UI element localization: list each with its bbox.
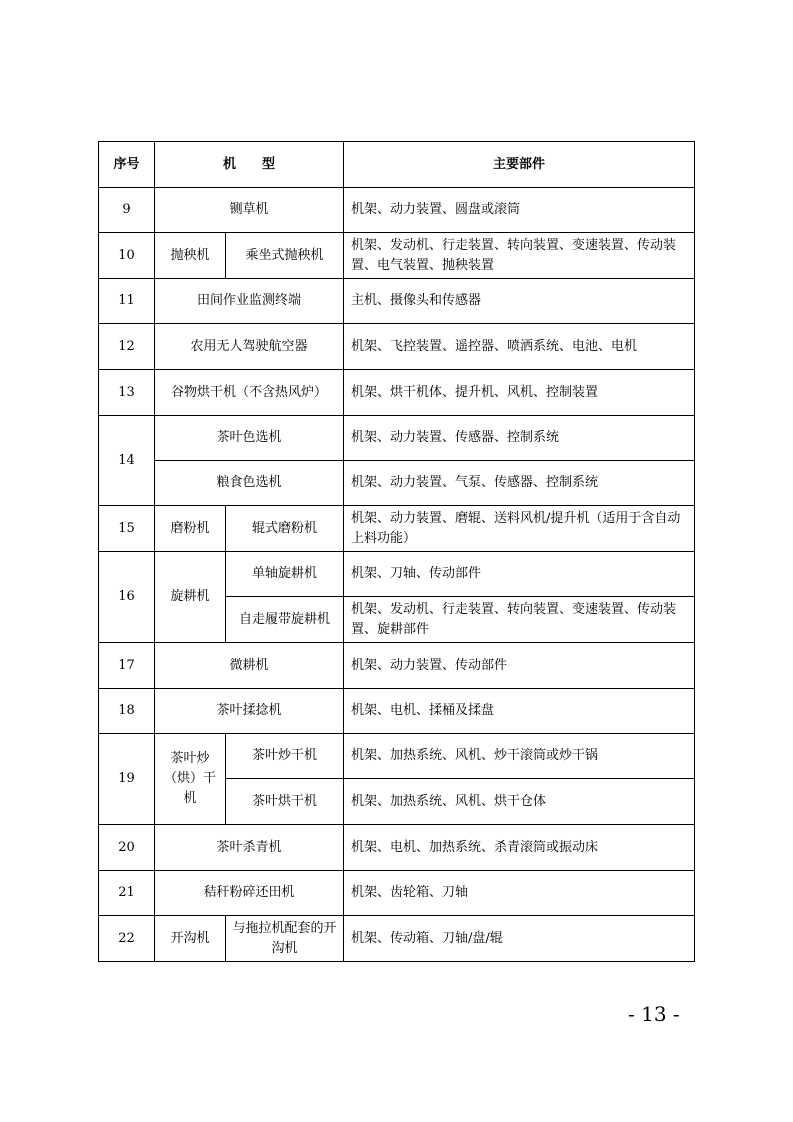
row-no: 16	[99, 552, 155, 643]
table-row	[99, 279, 695, 324]
row-type: 茶叶揉捻机	[155, 689, 344, 734]
row-type: 秸秆粉碎还田机	[155, 871, 344, 916]
row-parts: 机架、飞控装置、遥控器、喷洒系统、电池、电机	[344, 324, 695, 370]
row-category: 茶叶炒（烘）干机	[155, 734, 226, 825]
row-parts: 机架、传动箱、刀轴/盘/辊	[344, 916, 695, 962]
header-parts: 主要部件	[344, 142, 695, 188]
row-no: 20	[99, 825, 155, 871]
table-row	[99, 461, 695, 506]
row-type: 微耕机	[155, 643, 344, 689]
table-row	[99, 188, 695, 233]
row-parts: 机架、动力装置、传动部件	[344, 643, 695, 689]
row-category: 开沟机	[155, 916, 226, 962]
row-parts: 机架、齿轮箱、刀轴	[344, 871, 695, 916]
row-type: 单轴旋耕机	[226, 552, 344, 597]
row-category: 抛秧机	[155, 233, 226, 279]
row-no: 19	[99, 734, 155, 825]
row-no: 11	[99, 279, 155, 324]
row-no: 21	[99, 871, 155, 916]
row-no: 14	[99, 416, 155, 506]
table-row	[99, 871, 695, 916]
row-type: 茶叶炒干机	[226, 734, 344, 779]
row-parts: 机架、电机、揉桶及揉盘	[344, 689, 695, 734]
row-parts: 机架、动力装置、圆盘或滚筒	[344, 188, 695, 233]
row-type: 农用无人驾驶航空器	[155, 324, 344, 370]
row-type: 铡草机	[155, 188, 344, 233]
machine-parts-table	[98, 141, 695, 962]
row-parts: 主机、摄像头和传感器	[344, 279, 695, 324]
row-no: 15	[99, 506, 155, 552]
row-no: 10	[99, 233, 155, 279]
header-no: 序号	[99, 142, 155, 188]
row-type: 田间作业监测终端	[155, 279, 344, 324]
row-parts: 机架、动力装置、传感器、控制系统	[344, 416, 695, 461]
table-row	[99, 916, 695, 962]
table-row	[99, 416, 695, 461]
row-no: 18	[99, 689, 155, 734]
table-row	[99, 689, 695, 734]
row-parts: 机架、发动机、行走装置、转向装置、变速装置、传动装置、旋耕部件	[344, 597, 695, 643]
row-type: 自走履带旋耕机	[226, 597, 344, 643]
row-type: 谷物烘干机（不含热风炉）	[155, 370, 344, 416]
table-row	[99, 370, 695, 416]
row-type: 茶叶杀青机	[155, 825, 344, 871]
row-type: 茶叶色选机	[155, 416, 344, 461]
table-row	[99, 734, 695, 779]
table-row	[99, 506, 695, 552]
row-type: 乘坐式抛秧机	[226, 233, 344, 279]
row-parts: 机架、加热系统、风机、炒干滚筒或炒干锅	[344, 734, 695, 779]
table-row	[99, 552, 695, 597]
row-parts: 机架、烘干机体、提升机、风机、控制装置	[344, 370, 695, 416]
row-category: 旋耕机	[155, 552, 226, 643]
row-no: 12	[99, 324, 155, 370]
page-number: - 13 -	[628, 1002, 680, 1026]
table-row	[99, 233, 695, 279]
row-parts: 机架、动力装置、气泵、传感器、控制系统	[344, 461, 695, 506]
row-type: 与拖拉机配套的开沟机	[226, 916, 344, 962]
table-header-row	[99, 142, 695, 188]
table-row	[99, 324, 695, 370]
table-row	[99, 643, 695, 689]
row-parts: 机架、动力装置、磨辊、送料风机/提升机（适用于含自动上料功能）	[344, 506, 695, 552]
row-no: 13	[99, 370, 155, 416]
row-parts: 机架、加热系统、风机、烘干仓体	[344, 779, 695, 825]
row-type: 茶叶烘干机	[226, 779, 344, 825]
row-parts: 机架、发动机、行走装置、转向装置、变速装置、传动装置、电气装置、抛秧装置	[344, 233, 695, 279]
row-type: 粮食色选机	[155, 461, 344, 506]
row-parts: 机架、电机、加热系统、杀青滚筒或振动床	[344, 825, 695, 871]
row-no: 22	[99, 916, 155, 962]
row-no: 17	[99, 643, 155, 689]
header-type: 机 型	[155, 142, 344, 188]
row-category: 磨粉机	[155, 506, 226, 552]
table-row	[99, 825, 695, 871]
row-no: 9	[99, 188, 155, 233]
row-type: 辊式磨粉机	[226, 506, 344, 552]
row-parts: 机架、刀轴、传动部件	[344, 552, 695, 597]
